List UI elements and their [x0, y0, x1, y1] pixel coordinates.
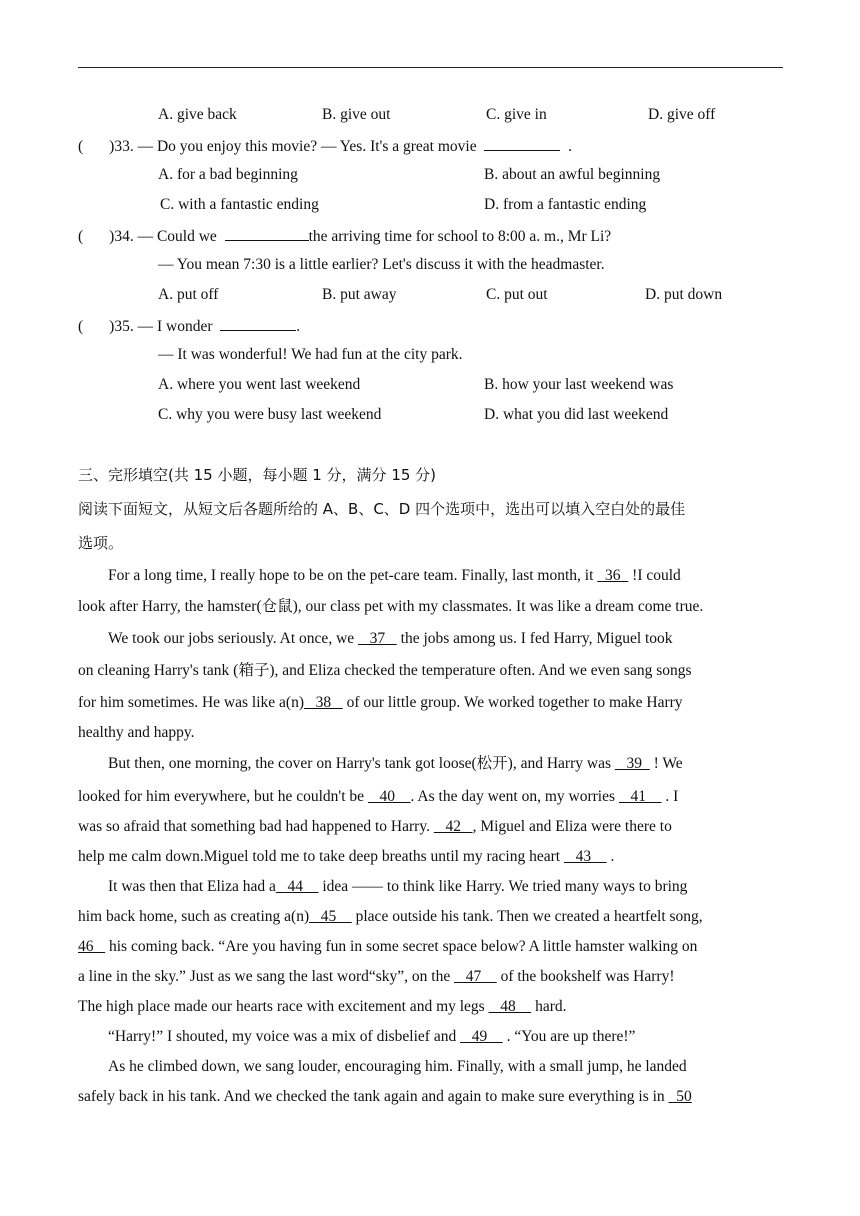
- q35-option-b: B. how your last weekend was: [484, 376, 674, 393]
- passage-line: safely back in his tank. And we checked the tank again and again to make sure everything is in 50: [78, 1088, 692, 1105]
- passage-line: As he climbed down, we sang louder, encouraging him. Finally, with a small jump, he landed: [108, 1058, 687, 1075]
- q33-open-paren: (: [78, 138, 84, 155]
- section-instructions-cont: 选项。: [78, 534, 124, 552]
- passage-line: help me calm down.Miguel told me to take deep breaths until my racing heart 43 .: [78, 848, 615, 865]
- q34-blank: [225, 225, 309, 241]
- q33-option-c: C. with a fantastic ending: [160, 196, 319, 213]
- q33-stem: [78, 135, 572, 157]
- blank-36: 36: [597, 567, 629, 584]
- header-rule: [78, 67, 783, 68]
- q33-option-b: B. about an awful beginning: [484, 166, 661, 183]
- q35-reply: — It was wonderful! We had fun at the city park.: [158, 346, 463, 363]
- passage-line: It was then that Eliza had a 44 idea —— to think like Harry. We tried many ways to bring: [108, 878, 688, 895]
- blank-44: 44: [275, 878, 319, 895]
- section-heading: 三、完形填空(共 15 小题，每小题 1 分，满分 15 分): [78, 466, 437, 484]
- q35-open-paren: (: [78, 318, 84, 335]
- blank-38: 38: [303, 694, 343, 711]
- q35-question: )35. — I wonder: [109, 318, 213, 335]
- q35-option-d: D. what you did last weekend: [484, 406, 669, 423]
- q34-open-paren: (: [78, 228, 84, 245]
- q35-period: .: [296, 318, 301, 335]
- blank-43: 43: [563, 848, 607, 865]
- q33-option-a: A. for a bad beginning: [158, 166, 298, 183]
- passage-line: was so afraid that something bad had happened to Harry. 42 , Miguel and Eliza were there to: [78, 818, 672, 835]
- q35-option-c: C. why you were busy last weekend: [158, 406, 382, 423]
- q35-blank: [220, 315, 296, 331]
- passage-line: For a long time, I really hope to be on the pet-care team. Finally, last month, it 36 !I could: [108, 567, 681, 584]
- passage-line: on cleaning Harry's tank (箱子), and Eliza checked the temperature often. And we even sang songs: [78, 662, 692, 679]
- passage-line: We took our jobs seriously. At once, we 37 the jobs among us. I fed Harry, Miguel took: [108, 630, 673, 647]
- blank-40: 40: [367, 788, 411, 805]
- passage-line: The high place made our hearts race with excitement and my legs 48 hard.: [78, 998, 567, 1015]
- q33-blank: [484, 135, 560, 151]
- blank-41: 41: [618, 788, 662, 805]
- blank-45: 45: [309, 908, 352, 925]
- passage-line: him back home, such as creating a(n) 45 place outside his tank. Then we created a heartfelt song,: [78, 908, 703, 925]
- blank-46: 46: [78, 938, 106, 955]
- passage-line: healthy and happy.: [78, 724, 195, 741]
- q34-option-c: C. put out: [486, 286, 548, 303]
- q35-stem: [78, 315, 300, 337]
- q34-reply: — You mean 7:30 is a little earlier? Let's discuss it with the headmaster.: [158, 256, 605, 273]
- passage-line: for him sometimes. He was like a(n) 38 of our little group. We worked together to make Harry: [78, 694, 683, 711]
- q32-option-b: B. give out: [322, 106, 391, 123]
- blank-39: 39: [614, 755, 650, 772]
- q34-option-b: B. put away: [322, 286, 397, 303]
- q32-option-d: D. give off: [648, 106, 716, 123]
- blank-49: 49: [460, 1028, 503, 1045]
- passage-line: 46 his coming back. “Are you having fun in some secret space below? A little hamster walking on: [78, 938, 698, 955]
- q32-option-a: A. give back: [158, 106, 237, 123]
- passage-line: a line in the sky.” Just as we sang the last word“sky”, on the 47 of the bookshelf was Harry!: [78, 968, 675, 985]
- q34-option-d: D. put down: [645, 286, 723, 303]
- blank-42: 42: [433, 818, 473, 835]
- blank-50: 50: [668, 1088, 692, 1105]
- q35-option-a: A. where you went last weekend: [158, 376, 361, 393]
- q33-period: .: [568, 138, 572, 155]
- blank-37: 37: [358, 630, 397, 647]
- q34-question-rest: the arriving time for school to 8:00 a. m., Mr Li?: [308, 228, 612, 245]
- passage-line: But then, one morning, the cover on Harry's tank got loose(松开), and Harry was 39 ! We: [108, 755, 683, 772]
- passage-line: “Harry!” I shouted, my voice was a mix of disbelief and 49 . “You are up there!”: [108, 1028, 636, 1045]
- section-instructions: 阅读下面短文，从短文后各题所给的 A、B、C、D 四个选项中，选出可以填入空白处的最佳: [78, 500, 686, 518]
- passage-line: look after Harry, the hamster(仓鼠), our class pet with my classmates. It was like a dream come true.: [78, 598, 704, 615]
- q33-question: )33. — Do you enjoy this movie? — Yes. It's a great movie: [109, 138, 477, 155]
- blank-48: 48: [488, 998, 532, 1015]
- q33-option-d: D. from a fantastic ending: [484, 196, 647, 213]
- q32-option-c: C. give in: [486, 106, 547, 123]
- passage-line: looked for him everywhere, but he couldn't be 40 . As the day went on, my worries 41 . I: [78, 788, 679, 805]
- q34-question: )34. — Could we: [109, 228, 217, 245]
- q34-option-a: A. put off: [158, 286, 219, 303]
- q34-stem: [78, 225, 611, 247]
- blank-47: 47: [454, 968, 497, 985]
